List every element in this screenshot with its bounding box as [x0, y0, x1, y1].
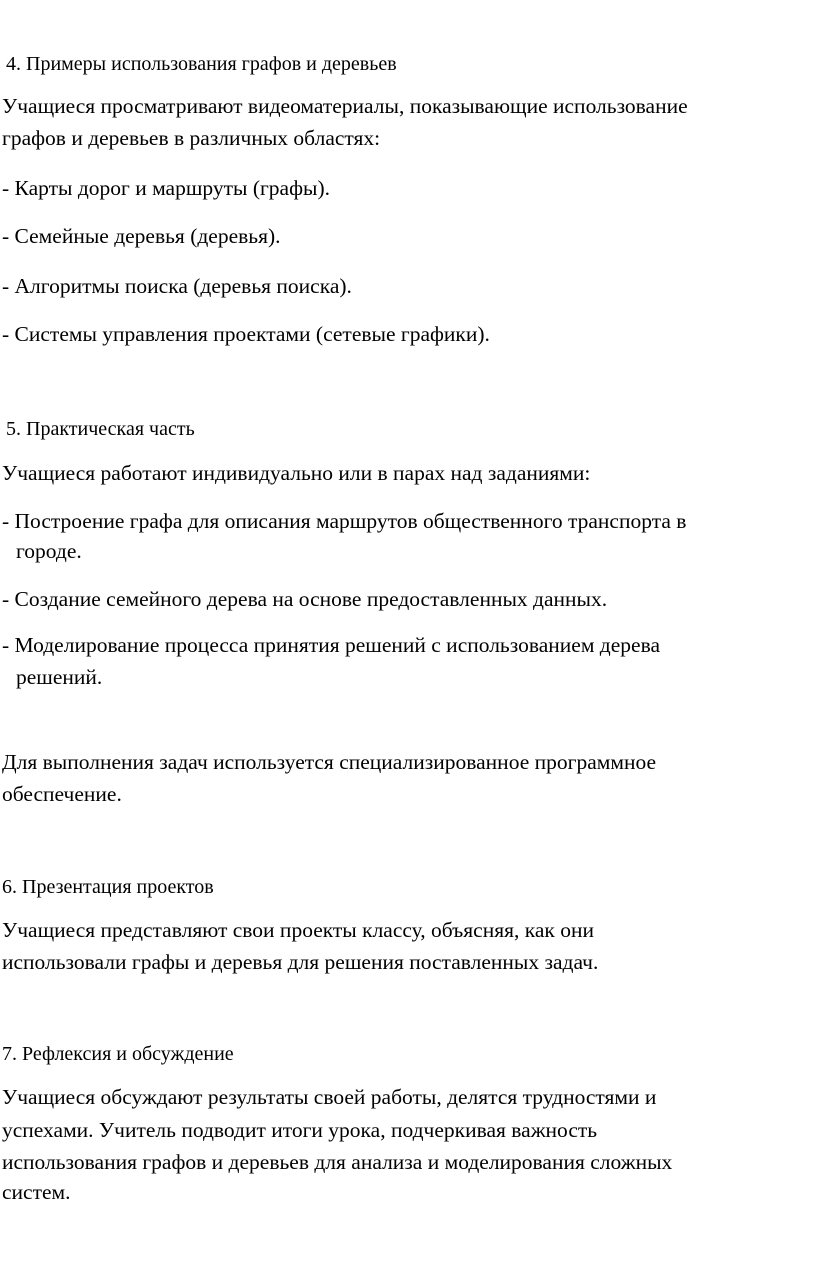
- section-4-heading: 4. Примеры использования графов и деревьев: [6, 53, 397, 75]
- section-7-heading: 7. Рефлексия и обсуждение: [2, 1043, 234, 1065]
- section-7-body-line-1: Учащиеся обсуждают результаты своей работы, делятся трудностями и: [2, 1085, 657, 1109]
- section-5-intro: Учащиеся работают индивидуально или в парах над заданиями:: [2, 461, 591, 485]
- section-4-item-2: - Семейные деревья (деревья).: [2, 224, 281, 248]
- section-5-note-line-1: Для выполнения задач используется специализированное программное: [2, 750, 657, 774]
- section-5-heading: 5. Практическая часть: [6, 418, 195, 440]
- section-6-body-line-2: использовали графы и деревья для решения поставленных задач.: [2, 950, 599, 974]
- section-4-item-3: - Алгоритмы поиска (деревья поиска).: [2, 274, 352, 298]
- section-5-item-2: - Создание семейного дерева на основе предоставленных данных.: [2, 587, 608, 611]
- section-7-body-line-3: использования графов и деревьев для анализа и моделирования сложных: [2, 1150, 673, 1174]
- section-5-item-3-line-2: решений.: [16, 665, 103, 689]
- section-7-body-line-4: систем.: [2, 1180, 71, 1204]
- section-5-item-1-line-1: - Построение графа для описания маршрутов общественного транспорта в: [2, 509, 687, 533]
- section-6-heading: 6. Презентация проектов: [2, 876, 214, 898]
- section-5-item-1-line-2: городе.: [16, 539, 82, 563]
- section-4-intro-line-2: графов и деревьев в различных областях:: [2, 126, 381, 150]
- section-5-item-3-line-1: - Моделирование процесса принятия решений с использованием дерева: [2, 633, 660, 657]
- section-4-item-4: - Системы управления проектами (сетевые графики).: [2, 322, 490, 346]
- section-5-note-line-2: обеспечение.: [2, 782, 122, 806]
- section-4-intro-line-1: Учащиеся просматривают видеоматериалы, показывающие использование: [2, 94, 688, 118]
- section-4-item-1: - Карты дорог и маршруты (графы).: [2, 176, 331, 200]
- section-7-body-line-2: успехами. Учитель подводит итоги урока, подчеркивая важность: [2, 1118, 598, 1142]
- section-6-body-line-1: Учащиеся представляют свои проекты классу, объясняя, как они: [2, 918, 594, 942]
